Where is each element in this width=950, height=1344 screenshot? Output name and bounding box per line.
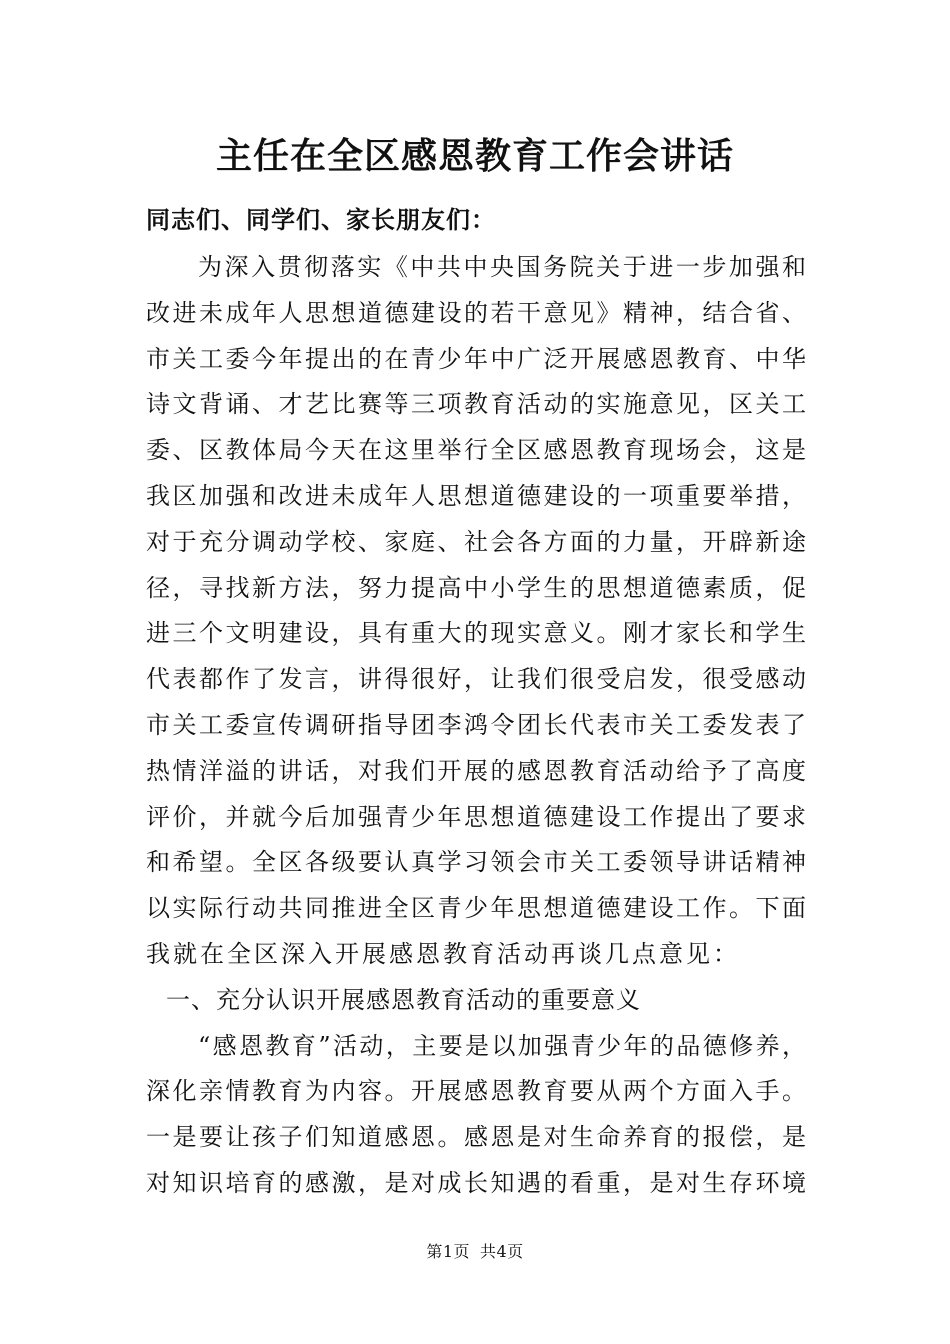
paragraph-line: 以实际行动共同推进全区青少年思想道德建设工作。下面 [146,894,806,923]
paragraph-line: 代表都作了发言，讲得很好，让我们很受启发，很受感动 [146,665,806,694]
page-total: 共4页 [480,1242,524,1261]
paragraph-line: 热情洋溢的讲话，对我们开展的感恩教育活动给予了高度 [146,756,806,785]
paragraph-line: 对于充分调动学校、家庭、社会各方面的力量，开辟新途 [146,527,806,556]
paragraph-line: 我就在全区深入开展感恩教育活动再谈几点意见： [146,939,740,968]
paragraph-line: 对知识培育的感激，是对成长知遇的看重，是对生存环境 [146,1168,806,1197]
paragraph-1 [146,245,806,1207]
section-heading: 一、充分认识开展感恩教育活动的重要意义 [166,985,641,1014]
paragraph-line: 改进未成年人思想道德建设的若干意见》精神，结合省、 [146,298,806,327]
document-title: 主任在全区感恩教育工作会讲话 [215,136,734,177]
paragraph-line: 和希望。全区各级要认真学习领会市关工委领导讲话精神 [146,848,806,877]
paragraph-line: 进三个文明建设，具有重大的现实意义。刚才家长和学生 [146,619,806,648]
paragraph-line: 委、区教体局今天在这里举行全区感恩教育现场会，这是 [146,436,806,465]
paragraph-line: 评价，并就今后加强青少年思想道德建设工作提出了要求 [146,802,806,831]
paragraph-line: 深化亲情教育为内容。开展感恩教育要从两个方面入手。 [146,1077,806,1106]
paragraph-line: “感恩教育”活动，主要是以加强青少年的品德修养， [198,1031,806,1060]
paragraph-line: 一是要让孩子们知道感恩。感恩是对生命养育的报偿，是 [146,1123,806,1152]
paragraph-line: 诗文背诵、才艺比赛等三项教育活动的实施意见，区关工 [146,390,806,419]
paragraph-line: 我区加强和改进未成年人思想道德建设的一项重要举措， [146,481,806,510]
paragraph-line: 市关工委宣传调研指导团李鸿令团长代表市关工委发表了 [146,710,806,739]
salutation: 同志们、同学们、家长朋友们： [146,206,496,234]
page-number: 第1页 [426,1242,470,1261]
paragraph-line: 径，寻找新方法，努力提高中小学生的思想道德素质，促 [146,573,806,602]
page-footer [0,1240,950,1264]
paragraph-line: 市关工委今年提出的在青少年中广泛开展感恩教育、中华 [146,344,806,373]
paragraph-line: 为深入贯彻落实《中共中央国务院关于进一步加强和 [198,253,806,281]
